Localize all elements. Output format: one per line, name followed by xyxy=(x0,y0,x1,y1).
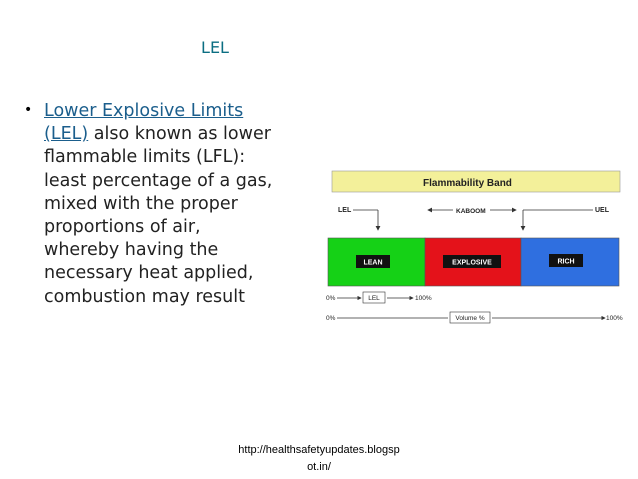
bullet-line-9: combustion may result xyxy=(44,286,245,307)
lean-label: LEAN xyxy=(363,259,383,267)
source-url-line-2: ot.in/ xyxy=(307,461,331,473)
lel-link[interactable]: Lower Explosive Limits xyxy=(44,101,244,121)
lel-label: LEL xyxy=(338,207,352,214)
source-url xyxy=(0,442,638,476)
bullet-line-5: mixed with the proper xyxy=(44,193,238,214)
bullet-line-4: least percentage of a gas, xyxy=(44,170,273,191)
row1-start-label: 0% xyxy=(326,295,336,302)
bullet-line-2: also known as lower xyxy=(88,124,271,145)
explosive-label: EXPLOSIVE xyxy=(452,259,492,267)
lel-abbr-link[interactable]: (LEL) xyxy=(44,124,89,145)
kaboom-label: KABOOM xyxy=(456,208,486,215)
source-url-line-1: http://healthsafetyupdates.blogsp xyxy=(238,444,400,456)
slide-title: LEL xyxy=(201,38,229,57)
row1-lel-label: LEL xyxy=(368,295,380,302)
bullet-line-8: necessary heat applied, xyxy=(44,263,254,284)
rich-label: RICH xyxy=(557,258,575,266)
band-title: Flammability Band xyxy=(423,178,512,189)
bullet-text xyxy=(44,100,344,309)
row1-end-label: 100% xyxy=(415,295,432,302)
row2-volume-label: Volume % xyxy=(455,315,485,322)
bullet-line-7: whereby having the xyxy=(44,240,219,261)
bullet-line-6: proportions of air, xyxy=(44,217,201,238)
bullet-dot-icon: • xyxy=(24,102,33,118)
bullet-line-3: flammable limits (LFL): xyxy=(44,147,246,168)
uel-label: UEL xyxy=(595,207,609,214)
row2-end-label: 100% xyxy=(606,315,623,322)
row2-start-label: 0% xyxy=(326,315,336,322)
flammability-band-diagram xyxy=(323,168,626,328)
